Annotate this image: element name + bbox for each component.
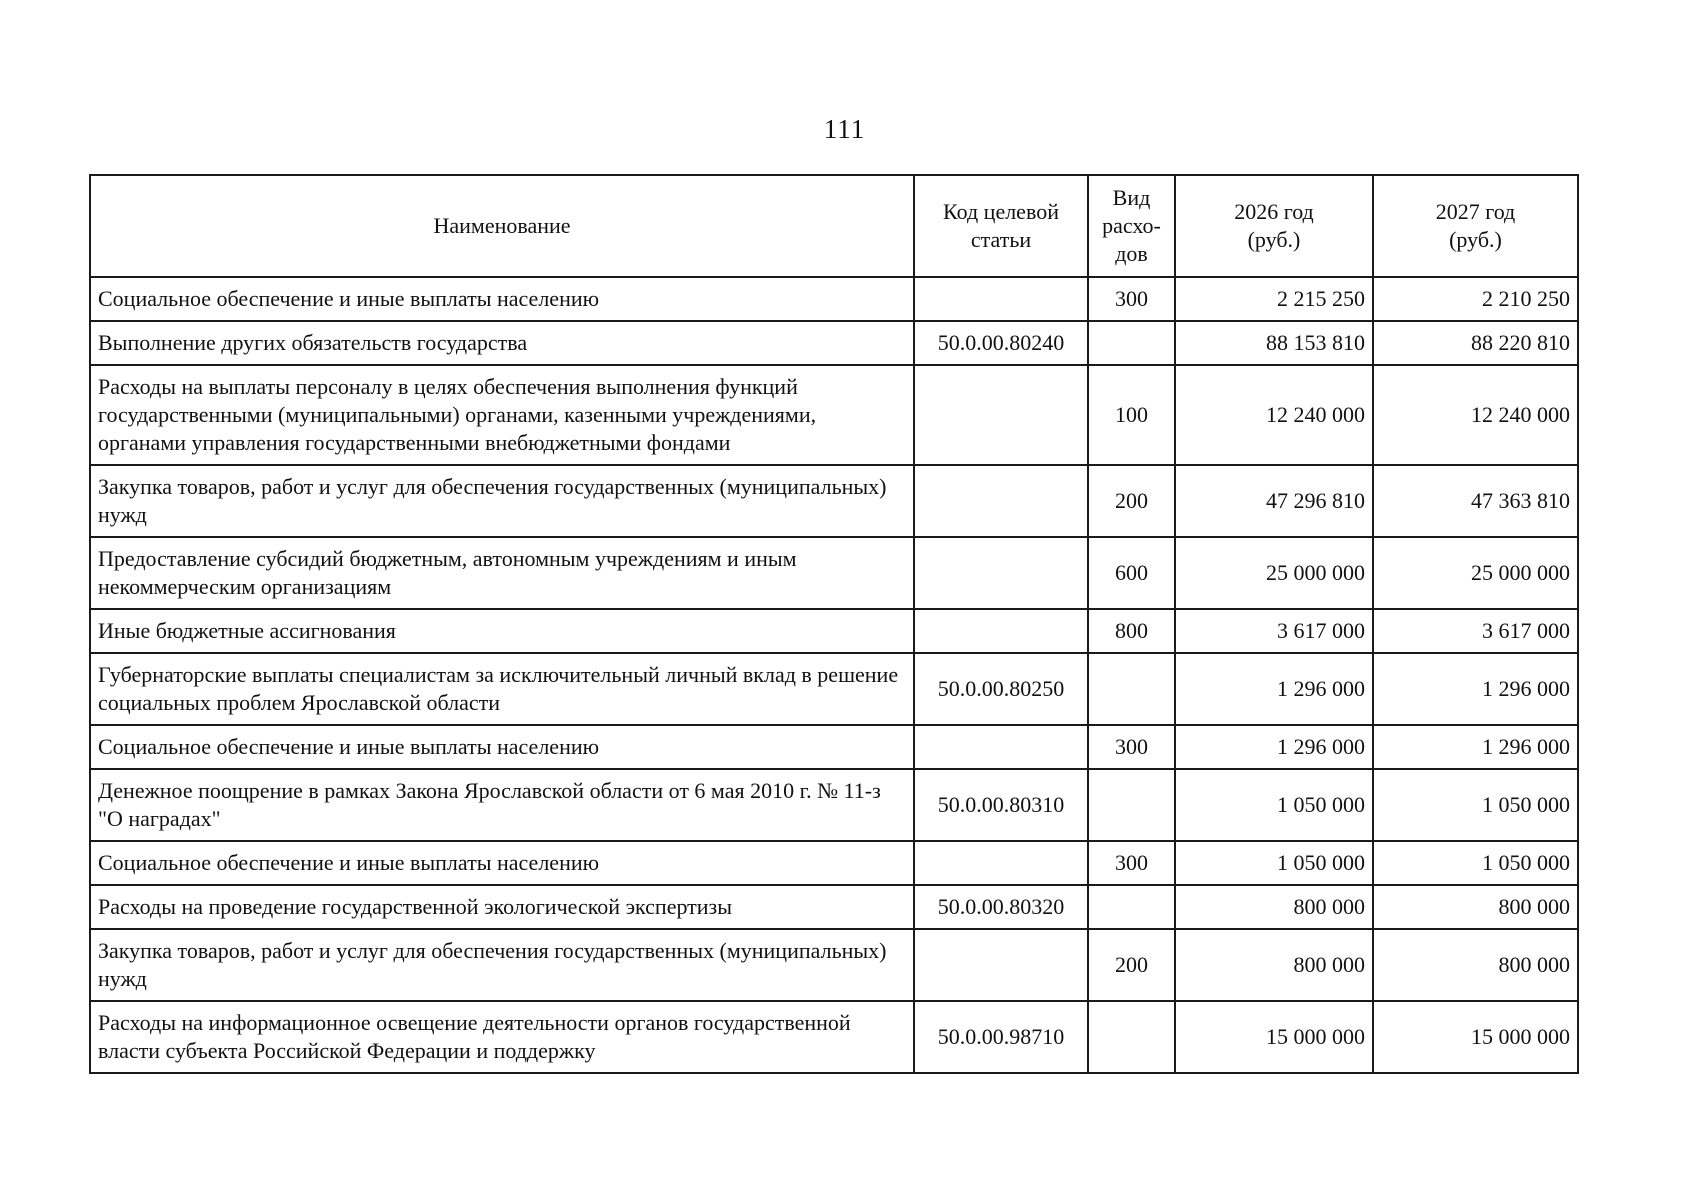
row-type — [1088, 769, 1175, 841]
header-2027 — [1373, 175, 1578, 277]
row-code: 50.0.00.98710 — [914, 1001, 1088, 1073]
header-type-line1: Вид — [1112, 185, 1151, 210]
row-2026: 1 296 000 — [1175, 725, 1373, 769]
row-name: Расходы на проведение государственной экологической экспертизы — [90, 885, 914, 929]
row-2027: 3 617 000 — [1373, 609, 1578, 653]
row-2026: 1 050 000 — [1175, 769, 1373, 841]
row-2027: 2 210 250 — [1373, 277, 1578, 321]
row-code — [914, 537, 1088, 609]
row-code: 50.0.00.80250 — [914, 653, 1088, 725]
row-type: 200 — [1088, 929, 1175, 1001]
row-type: 800 — [1088, 609, 1175, 653]
row-2027: 1 050 000 — [1373, 841, 1578, 885]
row-2027: 1 296 000 — [1373, 725, 1578, 769]
row-2027: 25 000 000 — [1373, 537, 1578, 609]
row-name: Губернаторские выплаты специалистам за исключительный личный вклад в решение социальных проблем Ярославской области — [90, 653, 914, 725]
table-row — [90, 929, 1578, 1001]
row-code: 50.0.00.80310 — [914, 769, 1088, 841]
row-2026: 3 617 000 — [1175, 609, 1373, 653]
row-2027: 88 220 810 — [1373, 321, 1578, 365]
row-2027: 12 240 000 — [1373, 365, 1578, 465]
row-code — [914, 465, 1088, 537]
row-2026: 12 240 000 — [1175, 365, 1373, 465]
row-type: 200 — [1088, 465, 1175, 537]
row-code — [914, 929, 1088, 1001]
table-row — [90, 537, 1578, 609]
row-type: 100 — [1088, 365, 1175, 465]
table-row — [90, 465, 1578, 537]
row-2026: 800 000 — [1175, 885, 1373, 929]
row-name: Социальное обеспечение и иные выплаты населению — [90, 841, 914, 885]
row-2026: 800 000 — [1175, 929, 1373, 1001]
table-row — [90, 277, 1578, 321]
table-row — [90, 653, 1578, 725]
row-2026: 25 000 000 — [1175, 537, 1373, 609]
table-row — [90, 885, 1578, 929]
row-2026: 1 296 000 — [1175, 653, 1373, 725]
row-name: Расходы на информационное освещение деятельности органов государственной власти субъекта Российской Федерации и поддержку — [90, 1001, 914, 1073]
row-name: Выполнение других обязательств государства — [90, 321, 914, 365]
table-row — [90, 321, 1578, 365]
row-name: Денежное поощрение в рамках Закона Ярославской области от 6 мая 2010 г. № 11-з "О наградах" — [90, 769, 914, 841]
header-type-line3: дов — [1115, 241, 1148, 266]
row-type: 300 — [1088, 725, 1175, 769]
header-code-line2: статьи — [970, 227, 1032, 252]
table-row — [90, 609, 1578, 653]
row-code — [914, 365, 1088, 465]
row-2027: 800 000 — [1373, 885, 1578, 929]
row-type — [1088, 653, 1175, 725]
page-number: 111 — [823, 114, 866, 144]
table-row — [90, 1001, 1578, 1073]
row-code: 50.0.00.80320 — [914, 885, 1088, 929]
row-2027: 47 363 810 — [1373, 465, 1578, 537]
row-2026: 15 000 000 — [1175, 1001, 1373, 1073]
row-2026: 1 050 000 — [1175, 841, 1373, 885]
row-type: 300 — [1088, 277, 1175, 321]
header-2027-line1: 2027 год — [1435, 199, 1516, 224]
header-code — [914, 175, 1088, 277]
budget-table — [89, 174, 1579, 1074]
header-code-line1: Код целевой — [943, 199, 1059, 224]
table-row — [90, 365, 1578, 465]
row-code — [914, 609, 1088, 653]
row-2026: 47 296 810 — [1175, 465, 1373, 537]
row-2027: 1 296 000 — [1373, 653, 1578, 725]
row-name: Закупка товаров, работ и услуг для обеспечения государственных (муниципальных) нужд — [90, 465, 914, 537]
row-code — [914, 725, 1088, 769]
header-type — [1088, 175, 1175, 277]
row-code: 50.0.00.80240 — [914, 321, 1088, 365]
row-name: Предоставление субсидий бюджетным, автономным учреждениям и иным некоммерческим организациям — [90, 537, 914, 609]
header-name-label: Наименование — [433, 213, 571, 238]
header-2027-line2: (руб.) — [1449, 227, 1502, 252]
row-code — [914, 277, 1088, 321]
table-header-row — [90, 175, 1578, 277]
row-2027: 15 000 000 — [1373, 1001, 1578, 1073]
row-2026: 2 215 250 — [1175, 277, 1373, 321]
row-type: 300 — [1088, 841, 1175, 885]
row-name: Социальное обеспечение и иные выплаты населению — [90, 277, 914, 321]
header-type-line2: расхо- — [1102, 213, 1161, 238]
row-type — [1088, 1001, 1175, 1073]
header-name — [90, 175, 914, 277]
row-type — [1088, 321, 1175, 365]
row-2027: 800 000 — [1373, 929, 1578, 1001]
table-row — [90, 841, 1578, 885]
header-2026-line1: 2026 год — [1234, 199, 1314, 224]
row-name: Расходы на выплаты персоналу в целях обеспечения выполнения функций государственными (муниципальными) органами, казенными учреждениями, органами управления государственными внебюджетными фондами — [90, 365, 914, 465]
header-2026 — [1175, 175, 1373, 277]
row-name: Иные бюджетные ассигнования — [90, 609, 914, 653]
header-2026-line2: (руб.) — [1247, 227, 1301, 252]
row-type — [1088, 885, 1175, 929]
table-row — [90, 769, 1578, 841]
row-2026: 88 153 810 — [1175, 321, 1373, 365]
row-type: 600 — [1088, 537, 1175, 609]
row-name: Закупка товаров, работ и услуг для обеспечения государственных (муниципальных) нужд — [90, 929, 914, 1001]
row-name: Социальное обеспечение и иные выплаты населению — [90, 725, 914, 769]
row-2027: 1 050 000 — [1373, 769, 1578, 841]
row-code — [914, 841, 1088, 885]
table-row — [90, 725, 1578, 769]
